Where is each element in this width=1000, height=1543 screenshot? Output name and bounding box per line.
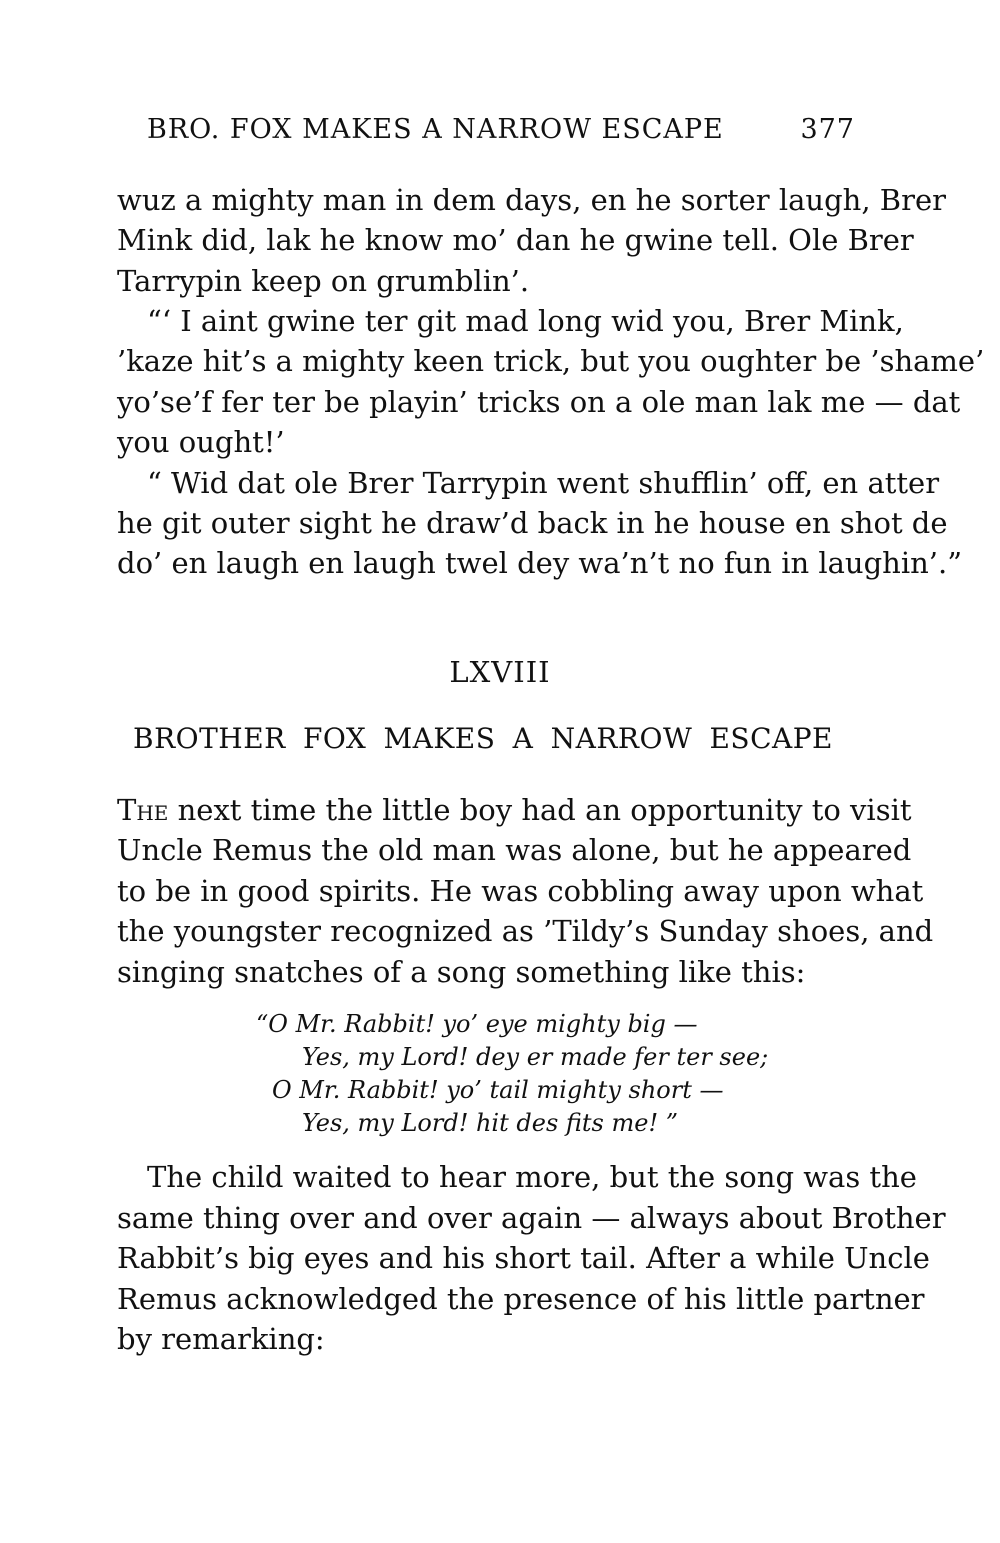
text-line: “‘ I aint gwine ter git mad long wid you, Brer Mink, — [147, 304, 904, 338]
verse-line: O Mr. Rabbit! yo’ tail mighty short — — [272, 1076, 724, 1104]
chapter-number: LXVIII — [449, 655, 551, 689]
text-line: wuz a mighty man in dem days, en he sorter laugh, Brer — [117, 183, 946, 217]
text-line: same thing over and over again — always about Brother — [117, 1201, 946, 1235]
text-line: he git outer sight he draw’d back in he house en shot de — [117, 506, 948, 540]
verse-line: Yes, my Lord! hit des fits me! ” — [302, 1109, 678, 1137]
text-line: yo’se’f fer ter be playin’ tricks on a ole man lak me — dat — [117, 385, 961, 419]
text-line: do’ en laugh en laugh twel dey wa’n’t no fun in laughin’.” — [117, 546, 963, 580]
text-line: to be in good spirits. He was cobbling away upon what — [117, 874, 924, 908]
running-head-title: BRO. FOX MAKES A NARROW ESCAPE — [147, 114, 724, 145]
text-line — [117, 790, 912, 830]
text-line: the youngster recognized as ’Tildy’s Sunday shoes, and — [117, 914, 934, 948]
chapter-title: BROTHER FOX MAKES A NARROW ESCAPE — [133, 722, 833, 755]
text-line: The child waited to hear more, but the song was the — [147, 1160, 917, 1194]
verse-line: Yes, my Lord! dey er made fer ter see; — [302, 1043, 769, 1071]
text-line: “ Wid dat ole Brer Tarrypin went shufflin’ off, en atter — [147, 466, 940, 500]
text-line: Rabbit’s big eyes and his short tail. After a while Uncle — [117, 1241, 930, 1275]
opening-first-line: next time the little boy had an opportunity to visit — [168, 793, 912, 827]
text-line: Uncle Remus the old man was alone, but he appeared — [117, 833, 912, 867]
text-line: singing snatches of a song something like this: — [117, 955, 806, 989]
text-line: Mink did, lak he know mo’ dan he gwine tell. Ole Brer — [117, 223, 914, 257]
opening-first-word: The — [117, 793, 169, 827]
page-number: 377 — [800, 114, 855, 145]
text-line: Tarrypin keep on grumblin’. — [117, 264, 530, 298]
text-line: ’kaze hit’s a mighty keen trick, but you oughter be ’shame’ — [117, 344, 985, 378]
text-line: Remus acknowledged the presence of his little partner — [117, 1282, 925, 1316]
text-line: you ought!’ — [117, 425, 285, 459]
text-line: by remarking: — [117, 1322, 325, 1356]
running-head — [147, 114, 855, 154]
verse-line: “O Mr. Rabbit! yo’ eye mighty big — — [256, 1010, 698, 1038]
